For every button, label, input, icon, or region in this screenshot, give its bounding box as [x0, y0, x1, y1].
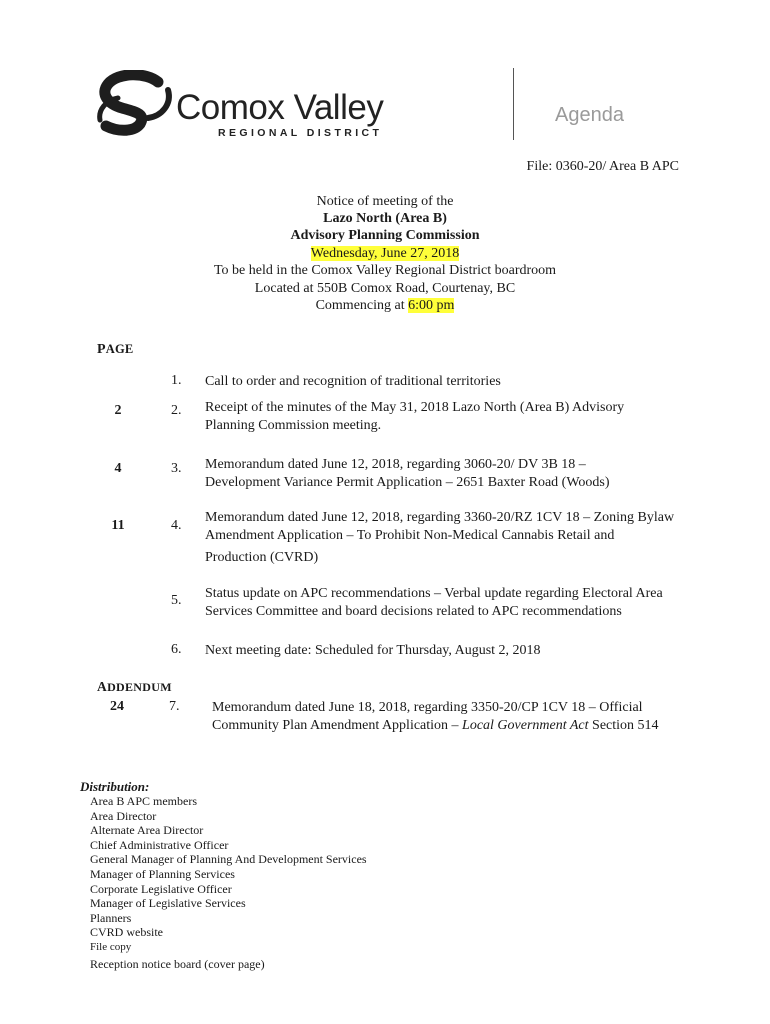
item-number: 4. [171, 518, 182, 533]
page-column-label: PAGE [97, 342, 134, 357]
agenda-item-text: Memorandum dated June 12, 2018, regarding 3060-20/ DV 3B 18 – Development Variance Permit Application – 2651 Baxter Road (Woods) [205, 457, 610, 490]
item-number: 7. [169, 699, 180, 714]
agenda-item-text: Receipt of the minutes of the May 31, 2018 Lazo North (Area B) Advisory Planning Commission meeting. [205, 400, 625, 433]
document-type: Agenda [555, 104, 624, 126]
meeting-time: 6:00 pm [408, 298, 455, 313]
addendum-item-text: Memorandum dated June 18, 2018, regarding 3350-20/CP 1CV 18 – Official Community Plan Amendment Application – Local Government Act Section 514 [212, 700, 659, 733]
commission-name: Advisory Planning Commission [290, 228, 480, 243]
recipient: Alternate Area Director [90, 823, 204, 838]
distribution-list [90, 794, 367, 971]
recipient: Manager of Legislative Services [90, 896, 246, 911]
meeting-date-row [0, 245, 770, 263]
logo-name: Comox Valley [176, 88, 384, 127]
recipient: Corporate Legislative Officer [90, 881, 232, 896]
recipient: Chief Administrative Officer [90, 837, 229, 852]
commission-area: Lazo North (Area B) [323, 211, 447, 226]
recipient: File copy [90, 940, 132, 953]
item-page: 11 [111, 518, 125, 533]
item-page: 4 [114, 461, 122, 476]
recipient: Manager of Planning Services [90, 866, 235, 881]
recipient: Planners [90, 910, 132, 925]
item-number: 2. [171, 403, 182, 418]
agenda-item-text: Next meeting date: Scheduled for Thursday, August 2, 2018 [205, 643, 541, 658]
agenda-item-text: Call to order and recognition of traditional territories [205, 374, 501, 389]
item-number: 1. [171, 373, 182, 388]
meeting-location: Located at 550B Comox Road, Courtenay, BC [254, 281, 516, 296]
agenda-item-text: Status update on APC recommendations – Verbal update regarding Electoral Area Services Committee and board decisions related to APC recommendations [205, 586, 663, 619]
item-page: 24 [110, 699, 124, 714]
meeting-venue: To be held in the Comox Valley Regional District boardroom [213, 263, 557, 278]
notice-line: Notice of meeting of the [316, 194, 454, 209]
recipient: General Manager of Planning And Development Services [90, 852, 367, 867]
addendum-label: ADDENDUM [97, 679, 172, 694]
meeting-date: Wednesday, June 27, 2018 [310, 246, 460, 261]
distribution-title: Distribution: [80, 779, 150, 794]
commencing-label: Commencing at [315, 298, 409, 313]
logo-subtitle: REGIONAL DISTRICT [218, 127, 383, 139]
item-page: 2 [114, 403, 122, 418]
file-number: File: 0360-20/ Area B APC [526, 159, 679, 174]
recipient: CVRD website [90, 925, 163, 940]
item-number: 6. [171, 642, 182, 657]
recipient: Area Director [90, 808, 157, 823]
meeting-time-row [0, 297, 770, 315]
item-number: 5. [171, 593, 182, 608]
recipient: Reception notice board (cover page) [90, 956, 265, 971]
item-number: 3. [171, 461, 182, 476]
header-divider [513, 68, 514, 140]
agenda-item-text-continued: Production (CVRD) [205, 550, 319, 565]
recipient: Area B APC members [90, 794, 197, 808]
cvrd-logo-icon [96, 70, 176, 140]
agenda-item-text: Memorandum dated June 12, 2018, regarding 3360-20/RZ 1CV 18 – Zoning Bylaw Amendment Application – To Prohibit Non-Medical Cannabis Retail and [205, 510, 675, 543]
